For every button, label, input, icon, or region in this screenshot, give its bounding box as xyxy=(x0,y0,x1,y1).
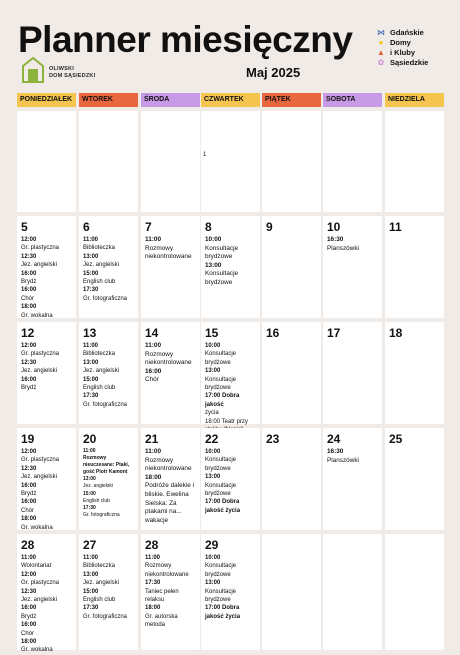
event-list xyxy=(21,342,74,392)
day-number: 7 xyxy=(145,220,152,234)
event-time: 17:00 Dobra jakość życia xyxy=(205,499,241,514)
event-time: 15:00 xyxy=(83,588,99,595)
event-name: Konsultacje brydżowe xyxy=(205,563,237,578)
event-name: Chór xyxy=(21,630,35,637)
event-time: 12:30 xyxy=(21,588,37,595)
brand-row xyxy=(376,58,456,68)
event-time: 17:30 xyxy=(145,580,161,587)
event-name: Wolontariat xyxy=(21,563,52,570)
event-time: 17:30 xyxy=(83,287,99,294)
event-time: 16:30 xyxy=(327,236,344,243)
event-time: 13:00 xyxy=(205,261,222,269)
day-cell[interactable] xyxy=(201,322,260,424)
brand-text: Gdańskie xyxy=(390,28,424,37)
event-time: 18:00 xyxy=(21,516,37,523)
day-number: 6 xyxy=(83,220,90,234)
brand-text: Sąsiedzkie xyxy=(390,58,429,67)
day-cell[interactable] xyxy=(17,322,76,424)
weekday-header: WTOREK xyxy=(79,93,138,107)
event-list xyxy=(83,342,136,409)
event-name: Brydż xyxy=(21,385,37,392)
day-cell[interactable] xyxy=(385,534,444,650)
brand-text: Domy xyxy=(390,38,411,47)
event-list xyxy=(145,342,198,385)
day-number: 13 xyxy=(83,326,97,340)
event-name: Rozmowy niekontrolowane xyxy=(145,456,192,473)
day-cell[interactable] xyxy=(323,534,382,650)
event-name: Konsultacje brydżowe xyxy=(205,457,237,472)
event-name: Biblioteczka xyxy=(83,563,116,570)
event-list xyxy=(205,554,258,621)
day-cell[interactable] xyxy=(17,534,76,654)
event-time: 12:30 xyxy=(21,359,37,366)
event-list xyxy=(327,236,380,253)
event-name: Rozmowy niekontrolowane xyxy=(145,244,192,261)
event-name: English club xyxy=(83,597,116,604)
event-name: Jez. angielski xyxy=(21,474,58,481)
event-time: 10:00 xyxy=(205,555,221,561)
day-cell[interactable] xyxy=(17,111,76,212)
event-time: 13:00 xyxy=(83,359,99,366)
cell-note: 1 xyxy=(203,152,207,158)
event-name: Gr. wokalna xyxy=(21,312,53,319)
day-cell[interactable] xyxy=(141,534,200,650)
day-number: 25 xyxy=(389,432,403,446)
day-cell[interactable] xyxy=(141,428,200,530)
brand-text: i Kluby xyxy=(390,48,416,57)
event-name: English club xyxy=(83,385,116,392)
day-cell[interactable] xyxy=(17,216,76,318)
event-name: Planszówki xyxy=(327,244,359,252)
event-list xyxy=(205,448,258,515)
event-time: 16:00 xyxy=(21,270,37,277)
day-number: 11 xyxy=(389,220,402,234)
event-time: 13:00 xyxy=(83,476,96,483)
event-name: Gr. fotograficzna xyxy=(83,511,120,518)
weekday-header: CZWARTEK xyxy=(201,93,260,107)
event-name: Planszówki xyxy=(327,456,359,464)
day-cell[interactable] xyxy=(79,534,138,650)
event-time: 13:00 xyxy=(205,474,221,481)
event-name: English club xyxy=(83,279,116,286)
event-time: 10:00 xyxy=(205,449,221,455)
day-number: 5 xyxy=(21,220,28,234)
logo-line-1: OLIWSKI xyxy=(49,66,74,72)
event-name: Gr. fotograficzna xyxy=(83,613,128,620)
event-name: English club xyxy=(83,497,110,504)
event-time: 13:00 xyxy=(205,580,221,587)
brand-row xyxy=(376,28,456,38)
event-name: Chór xyxy=(145,376,159,384)
weekday-header: NIEDZIELA xyxy=(385,93,444,107)
day-number: 12 xyxy=(21,326,35,340)
event-time: 11:00 xyxy=(83,343,99,349)
day-cell[interactable] xyxy=(323,428,382,530)
event-name: Biblioteczka xyxy=(83,351,116,358)
event-time: 12:30 xyxy=(21,465,37,472)
day-cell[interactable] xyxy=(262,428,321,530)
day-cell[interactable] xyxy=(79,428,138,530)
event-name: Gr. fotograficzna xyxy=(83,401,128,408)
brand-block xyxy=(376,28,456,68)
event-name: Rozmowy niekontrolowane xyxy=(145,563,189,578)
day-number: 19 xyxy=(21,432,35,446)
event-name: Brydż xyxy=(21,279,37,286)
day-cell[interactable] xyxy=(201,111,260,212)
event-name: Gr. wokalna xyxy=(21,647,53,654)
day-cell[interactable] xyxy=(323,322,382,424)
event-time: Rozmowy nieuczesane: Ptaki, gość Piotr Kamont xyxy=(83,455,130,476)
event-name: Jez. angielski xyxy=(21,262,58,269)
event-time: 16:00 xyxy=(21,376,37,383)
event-list xyxy=(145,554,198,630)
event-time: 10:00 xyxy=(205,343,221,349)
event-name: Konsultacje brydżowe xyxy=(205,482,237,498)
event-name: Brydż xyxy=(21,613,37,620)
event-time: 16:00 xyxy=(21,605,37,612)
event-time: 10:00 xyxy=(205,236,222,243)
day-cell[interactable] xyxy=(385,428,444,530)
event-name: Taniec pełen relaksu xyxy=(145,588,179,604)
event-time: 15:00 xyxy=(83,270,99,277)
event-name: Gr. wokalna xyxy=(21,524,53,531)
circle-icon: ● xyxy=(378,38,384,47)
event-time: 16:00 xyxy=(21,287,37,294)
day-cell[interactable] xyxy=(141,322,200,424)
day-cell[interactable] xyxy=(262,322,321,424)
day-cell[interactable] xyxy=(385,111,444,212)
day-number: 22 xyxy=(205,432,219,446)
event-time: 16:00 xyxy=(21,482,37,489)
event-list xyxy=(145,448,198,525)
day-number: 29 xyxy=(205,538,219,552)
event-name: Gr. fotograficzna xyxy=(83,295,128,302)
event-list xyxy=(21,236,74,320)
event-name: Gr. plastyczna xyxy=(21,245,60,252)
event-list xyxy=(205,236,258,288)
event-time: 12:00 xyxy=(21,571,37,578)
bowtie-icon: ⋈ xyxy=(377,28,385,37)
event-name: 18:00 Teatr przy xyxy=(205,418,248,425)
day-cell[interactable] xyxy=(262,534,321,650)
event-list xyxy=(205,342,258,434)
event-time: 15:00 xyxy=(83,376,99,383)
event-name: Gr. autorska metoda xyxy=(145,613,178,629)
day-number: 24 xyxy=(327,432,341,446)
day-cell[interactable] xyxy=(201,216,260,318)
event-name: życia xyxy=(205,410,219,417)
day-number: 28 xyxy=(145,538,159,552)
day-number: 17 xyxy=(327,326,341,340)
day-number: 28 xyxy=(21,538,35,552)
day-cell[interactable] xyxy=(385,322,444,424)
oliwski-logo xyxy=(22,57,117,89)
weekday-header: PONIEDZIAŁEK xyxy=(17,93,76,107)
event-time: 11:00 xyxy=(83,448,96,454)
event-time: 18:00 xyxy=(145,473,162,481)
event-name: Chór xyxy=(21,507,35,514)
event-time: 18:00 xyxy=(145,605,161,612)
day-cell[interactable] xyxy=(323,216,382,318)
event-name: Gr. plastyczna xyxy=(21,351,60,358)
event-time: 12:00 xyxy=(21,343,37,349)
event-time: 17:00 Dobra jakość xyxy=(205,393,240,408)
event-name: Konsultacje brydżowe xyxy=(205,351,237,366)
day-number: 18 xyxy=(389,326,403,340)
event-list xyxy=(145,236,198,262)
weekday-header: SOBOTA xyxy=(323,93,382,107)
day-number: 27 xyxy=(83,538,97,552)
event-name: Konsultacje brydżowe xyxy=(205,376,237,392)
day-number: 21 xyxy=(145,432,159,446)
day-number: 10 xyxy=(327,220,341,234)
event-time: 18:00 xyxy=(21,639,37,646)
event-name: Rozmowy niekontrolowane xyxy=(145,350,192,367)
event-time: 11:00 xyxy=(83,237,99,243)
event-time: 12:00 xyxy=(21,237,37,243)
event-name: Jez. angielski xyxy=(83,262,120,269)
brand-row xyxy=(376,48,456,58)
event-name: Brydż xyxy=(21,491,37,498)
event-name: Konsultacje brydżowe xyxy=(205,270,239,286)
event-time: 11:00 xyxy=(145,236,161,243)
event-name: Jez. angielski xyxy=(21,368,58,375)
day-cell[interactable] xyxy=(323,111,382,212)
event-time: 13:00 xyxy=(83,253,99,260)
event-time: 18:00 xyxy=(21,304,37,311)
logo-line-2: DOM SĄSIEDZKI xyxy=(49,73,96,79)
day-cell[interactable] xyxy=(201,428,260,530)
event-time: 17:00 Dobra jakość życia xyxy=(205,605,241,620)
event-list xyxy=(83,554,136,621)
day-number: 16 xyxy=(266,326,280,340)
event-name: Podróże dalekie i bliskie. Ewelina Sielska: Za ptakami na... wakacje xyxy=(145,482,195,524)
day-cell[interactable] xyxy=(79,216,138,318)
brand-row xyxy=(376,38,456,48)
day-cell[interactable] xyxy=(201,534,260,650)
event-time: 15:00 xyxy=(83,490,96,497)
event-time: 17:30 xyxy=(83,605,99,612)
event-list xyxy=(83,448,136,519)
event-time: 17:30 xyxy=(83,504,96,511)
event-time: 11:00 xyxy=(21,555,37,561)
event-time: 16:30 xyxy=(327,448,344,455)
day-number: 8 xyxy=(205,220,212,234)
day-cell[interactable] xyxy=(79,322,138,424)
event-name: Gr. plastyczna xyxy=(21,457,60,464)
day-cell[interactable] xyxy=(141,111,200,212)
day-cell[interactable] xyxy=(17,428,76,530)
event-name: Jez. angielski xyxy=(83,483,114,490)
day-number: 15 xyxy=(205,326,219,340)
day-number: 14 xyxy=(145,326,159,340)
event-list xyxy=(83,236,136,303)
weekday-header: ŚRODA xyxy=(141,93,200,107)
flame-icon: ▲ xyxy=(377,48,385,57)
event-name: Gr. plastyczna xyxy=(21,580,60,587)
event-list xyxy=(21,554,74,655)
event-time: 16:00 xyxy=(145,367,162,375)
event-name: Jez. angielski xyxy=(83,368,120,375)
event-name: Konsultacje brydżowe xyxy=(205,588,237,604)
day-number: 20 xyxy=(83,432,97,446)
page-title: Planner miesięczny xyxy=(18,19,353,60)
event-name: Jez. angielski xyxy=(21,597,58,604)
event-name: Biblioteczka xyxy=(83,245,116,252)
flower-icon: ✿ xyxy=(377,58,385,67)
day-number: 9 xyxy=(266,220,273,234)
day-cell[interactable] xyxy=(141,216,200,318)
day-cell[interactable] xyxy=(79,111,138,212)
event-time: 11:00 xyxy=(145,448,161,455)
event-time: 17:30 xyxy=(83,393,99,400)
event-list xyxy=(327,448,380,465)
house-logo-icon xyxy=(22,57,44,83)
event-time: 16:00 xyxy=(21,622,37,629)
weekday-header: PIĄTEK xyxy=(262,93,321,107)
event-time: 11:00 xyxy=(145,555,161,561)
event-time: 16:00 xyxy=(21,499,37,506)
event-time: 12:00 xyxy=(21,449,37,455)
event-time: 12:30 xyxy=(21,253,37,260)
day-cell[interactable] xyxy=(262,111,321,212)
day-number: 23 xyxy=(266,432,280,446)
event-list xyxy=(21,448,74,532)
event-name: Chór xyxy=(21,295,35,302)
month-label: Maj 2025 xyxy=(246,65,301,80)
event-name: Konsultacje brydżowe xyxy=(205,244,239,261)
day-cell[interactable] xyxy=(385,216,444,318)
event-name: Jez. angielski xyxy=(83,580,120,587)
event-time: 11:00 xyxy=(83,555,99,561)
event-time: 13:00 xyxy=(205,368,221,375)
event-time: 13:00 xyxy=(83,571,99,578)
event-time: 11:00 xyxy=(145,342,161,349)
day-cell[interactable] xyxy=(262,216,321,318)
